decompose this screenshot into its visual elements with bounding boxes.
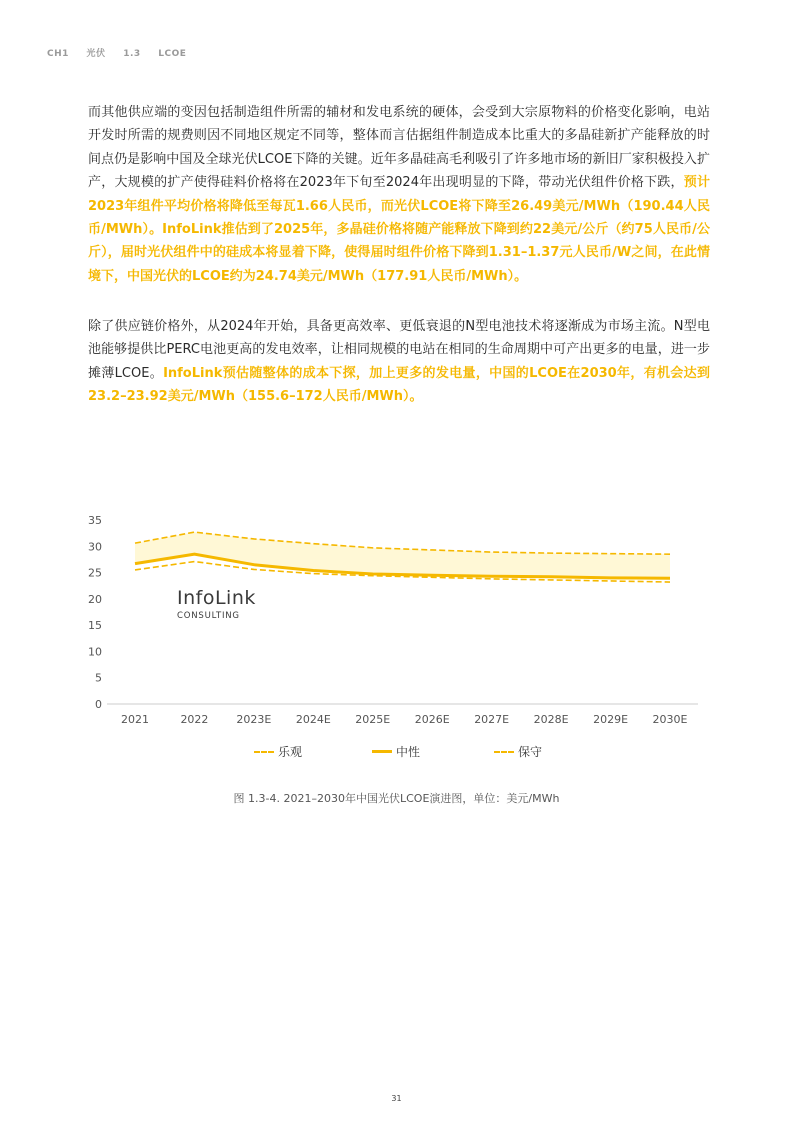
x-tick-label: 2022 xyxy=(180,713,209,726)
legend-label-optimistic: 乐观 xyxy=(278,745,303,759)
y-tick-label: 25 xyxy=(88,566,102,580)
dashed-line-swatch xyxy=(494,751,514,753)
x-tick-label: 2027E xyxy=(474,713,510,726)
body-paragraph-1 xyxy=(88,101,710,288)
y-tick-label: 35 xyxy=(88,514,102,527)
y-tick-label: 10 xyxy=(88,645,102,659)
page-number: 31 xyxy=(391,1094,402,1103)
header-sub-number: 1.3 xyxy=(123,49,141,59)
x-tick-label: 2029E xyxy=(593,713,629,726)
y-tick-label: 15 xyxy=(88,619,102,633)
figure-caption: 图 1.3-4. 2021–2030年中国光伏LCOE演进图，单位：美元/MWh xyxy=(233,792,560,805)
x-tick-label: 2021 xyxy=(121,713,149,726)
dashed-line-swatch xyxy=(254,751,274,753)
x-tick-label: 2023E xyxy=(236,713,272,726)
header-sub-title: LCOE xyxy=(158,49,187,59)
x-tick-label: 2024E xyxy=(295,713,331,726)
y-tick-label: 30 xyxy=(88,540,102,554)
x-tick-label: 2028E xyxy=(533,713,569,726)
lcoe-line-chart xyxy=(80,508,720,738)
legend-label-conservative: 保守 xyxy=(518,745,543,759)
paragraph-1-highlight: 预计2023年组件平均价格将降低至每瓦1.66人民币，而光伏LCOE将下降至26.49美元/MWh（190.44人民币/MWh）。InfoLink推估到了2025年，多晶硅价格将随产能释放下降到约22美元/公斤（约75人民币/公斤），届时光伏组件中的硅成本将显着下降，使得届时组件价格下降到1.31–1.37元人民币/W之间，在此情境下，中国光伏的LCOE约为24.74美元/MWh（177.91人民币/MWh）。 xyxy=(88,175,710,284)
logo-name: InfoLink xyxy=(177,587,256,609)
x-tick-label: 2030E xyxy=(652,713,688,726)
legend-label-neutral: 中性 xyxy=(396,745,421,759)
legend-item-optimistic xyxy=(254,743,302,760)
y-tick-label: 20 xyxy=(88,592,102,606)
running-header xyxy=(47,46,200,59)
infolink-logo xyxy=(177,588,256,621)
y-tick-label: 0 xyxy=(95,698,102,711)
y-tick-label: 5 xyxy=(95,671,102,685)
y-axis xyxy=(88,514,102,711)
legend-item-neutral xyxy=(372,743,420,760)
x-axis xyxy=(107,704,698,726)
body-paragraph-2 xyxy=(88,315,710,409)
x-tick-label: 2025E xyxy=(355,713,391,726)
header-section: 光伏 xyxy=(86,49,106,59)
paragraph-2-highlight: InfoLink预估随整体的成本下探，加上更多的发电量，中国的LCOE在2030年，有机会达到23.2–23.92美元/MWh（155.6–172人民币/MWh）。 xyxy=(88,365,710,405)
x-tick-label: 2026E xyxy=(414,713,450,726)
paragraph-1-text: 而其他供应端的变因包括制造组件所需的辅材和发电系统的硬体，会受到大宗原物料的价格变化影响，电站开发时所需的规费则因不同地区规定不同等，整体而言估据组件制造成本比重大的多晶硅新扩产能释放的时间点仍是影响中国及全球光伏LCOE下降的关键。近年多晶硅高毛利吸引了许多地市场的新旧厂家积极投入扩产，大规模的扩产使得硅料价格将在2023年下旬至2024年出现明显的下降，带动光伏组件价格下跌， xyxy=(88,105,710,191)
header-chapter: CH1 xyxy=(47,49,69,59)
paragraph-2-text: 除了供应链价格外，从2024年开始，具备更高效率、更低衰退的N型电池技术将逐渐成为市场主流。N型电池能够提供比PERC电池更高的发电效率，让相同规模的电站在相同的生命周期中可产出更多的电量，进一步摊薄LCOE。 xyxy=(88,319,710,381)
scenario-range-band xyxy=(135,532,670,578)
legend-item-conservative xyxy=(494,743,542,760)
solid-line-swatch xyxy=(372,750,392,753)
logo-tagline: CONSULTING xyxy=(177,611,240,621)
